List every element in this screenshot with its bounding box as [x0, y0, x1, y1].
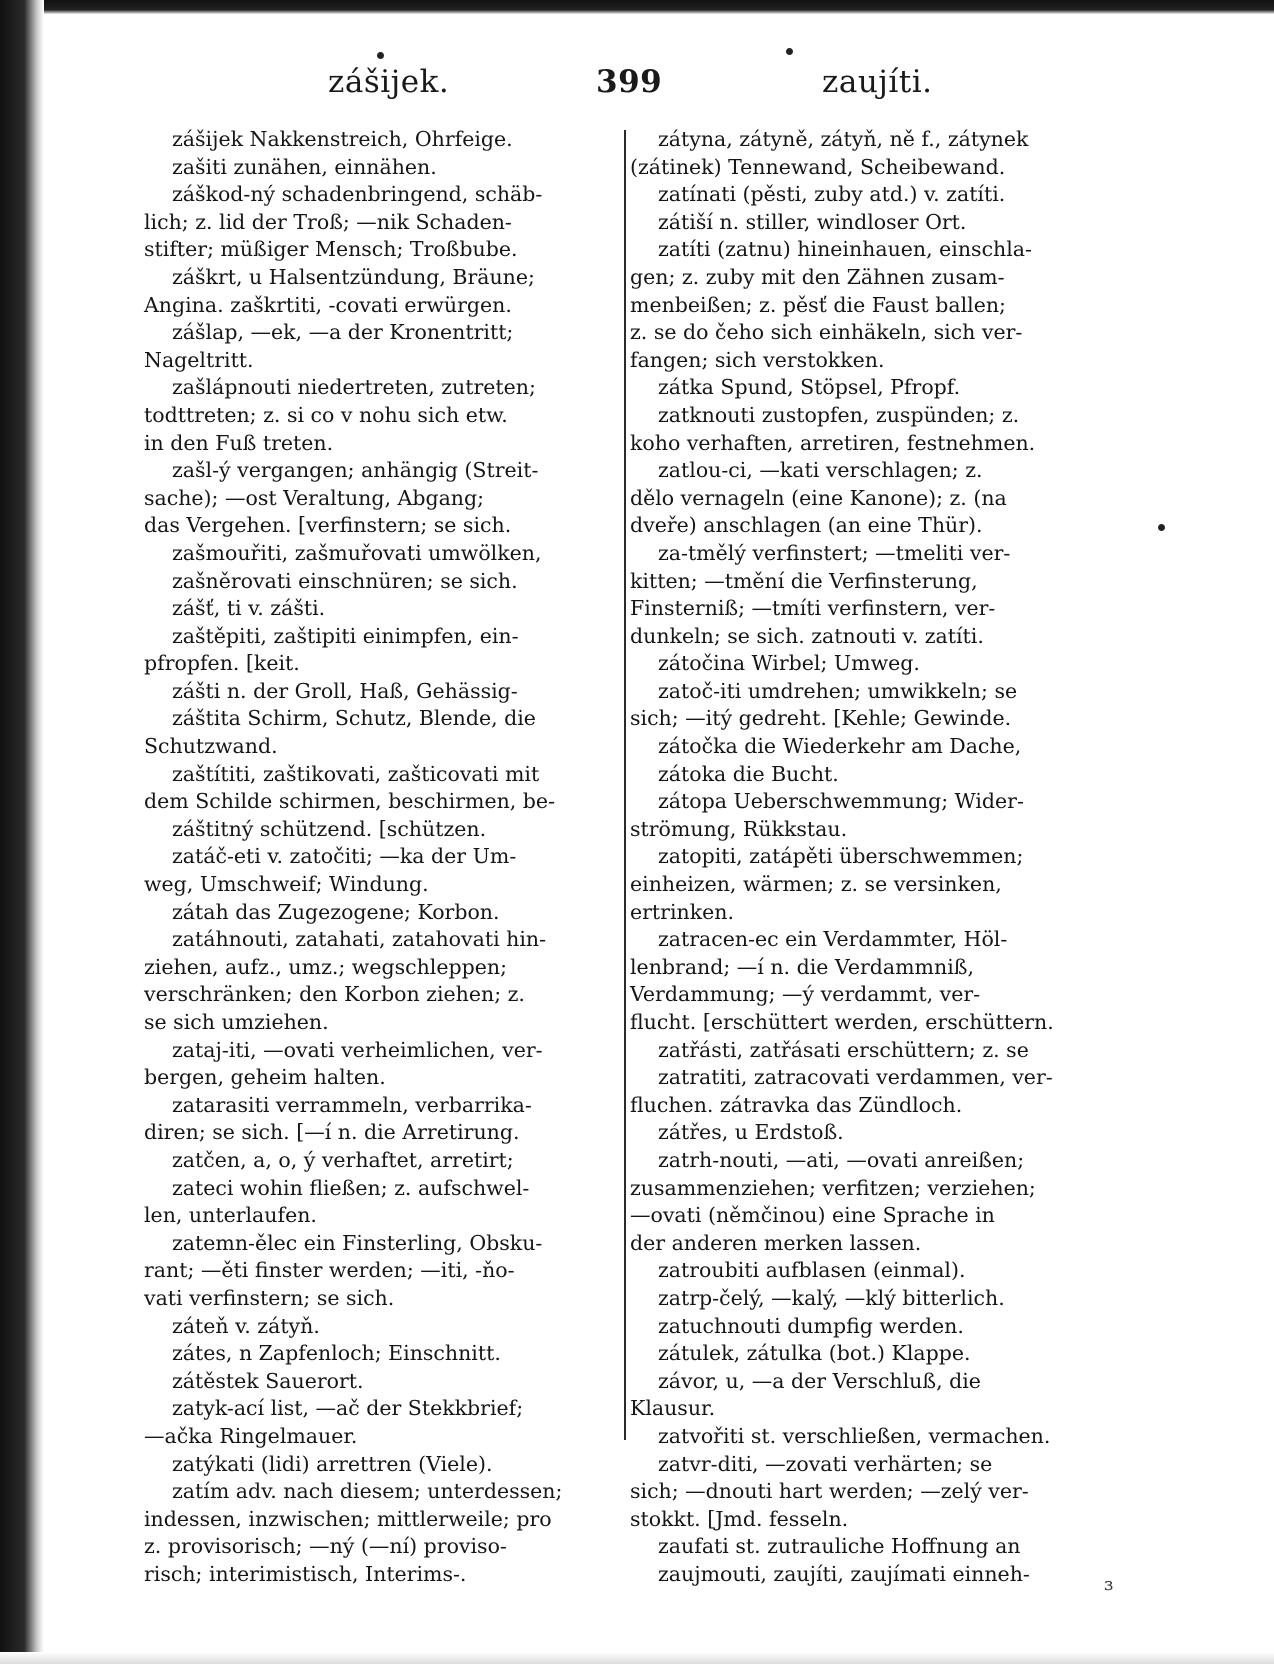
entry-line: todttreten; z. si co v nohu sich etw. — [144, 402, 508, 427]
entry-line: koho verhaften, arretiren, festnehmen. — [630, 430, 1036, 455]
left-column — [144, 126, 622, 1586]
entry-line: záteň v. zátyň. — [172, 1313, 320, 1338]
entry-line: zusammenziehen; verfitzen; verziehen; — [630, 1175, 1036, 1200]
entry-line: zatoč-iti umdrehen; umwikkeln; se — [658, 678, 1018, 703]
entry-line: das Vergehen. [verfinstern; se sich. — [144, 513, 512, 538]
entry-line: Angina. zaškrtiti, -covati erwürgen. — [144, 292, 512, 317]
entry-line: zátyna, zátyně, zátyň, ně f., zátynek — [658, 127, 1029, 151]
entry-line: sache); —ost Veraltung, Abgang; — [144, 485, 485, 510]
entry-line: zášlap, —ek, —a der Kronentritt; — [172, 320, 514, 345]
entry-line: zátes, n Zapfenloch; Einschnitt. — [172, 1341, 501, 1366]
scan-top-edge — [0, 0, 1274, 14]
entry-line: einheizen, wärmen; z. se versinken, — [630, 872, 1002, 897]
entry-line: zatuchnouti dumpfig werden. — [658, 1313, 964, 1338]
header-left-guide-word: zášijek. — [328, 64, 450, 100]
entry-line: zatknouti zustopfen, zuspünden; z. — [658, 402, 1020, 427]
entry-line: dem Schilde schirmen, beschirmen, be- — [144, 789, 555, 814]
entry-line: zašiti zunähen, einnähen. — [172, 154, 437, 179]
entry-line: zašl-ý vergangen; anhängig (Streit- — [172, 458, 539, 483]
entry-line: dělo vernageln (eine Kanone); z. (na — [630, 485, 1007, 510]
entry-line: strömung, Rükkstau. — [630, 816, 848, 841]
entry-line: zatrh-nouti, —ati, —ovati anreißen; — [658, 1147, 1025, 1172]
entry-line: zaštítiti, zaštikovati, zašticovati mit — [172, 761, 540, 786]
entry-line: diren; se sich. [—í n. die Arretirung. — [144, 1120, 520, 1145]
entry-line: Nageltritt. — [144, 347, 254, 372]
entry-line: zátočka die Wiederkehr am Dache, — [658, 734, 1022, 759]
right-column — [630, 126, 1098, 1586]
entry-line: zatýkati (lidi) arrettren (Viele). — [172, 1451, 493, 1476]
entry-line: se sich umziehen. — [144, 1010, 329, 1034]
entry-line: závor, u, —a der Verschluß, die — [658, 1368, 981, 1393]
entry-line: zašněrovati einschnüren; se sich. — [172, 568, 518, 593]
entry-line: —ovati (němčinou) eine Sprache in — [630, 1203, 995, 1228]
entry-line: risch; interimistisch, Interims-. — [144, 1561, 467, 1586]
entry-line: záškod-ný schadenbringend, schäb- — [172, 182, 543, 207]
entry-line: stifter; müßiger Mensch; Troßbube. — [144, 237, 518, 262]
entry-line: z. se do čeho sich einhäkeln, sich ver- — [630, 320, 1023, 345]
entry-line: zátěstek Sauerort. — [172, 1368, 364, 1393]
entry-line: sich; —itý gedreht. [Kehle; Gewinde. — [630, 706, 1012, 731]
entry-line: zaštěpiti, zaštipiti einimpfen, ein- — [172, 623, 519, 648]
entry-line: zatíti (zatnu) hineinhauen, einschla- — [658, 237, 1032, 262]
entry-line: vati verfinstern; se sich. — [144, 1285, 395, 1310]
scan-bottom-edge — [0, 1652, 1274, 1664]
entry-line: fangen; sich verstokken. — [630, 347, 885, 372]
entry-line: zátřes, u Erdstoß. — [658, 1120, 844, 1145]
entry-line: zatáhnouti, zatahati, zatahovati hin- — [172, 927, 547, 952]
entry-line: z. provisorisch; —ný (—ní) proviso- — [144, 1534, 507, 1559]
column-divider — [624, 130, 626, 1440]
entry-line: Finsterniß; —tmíti verfinstern, ver- — [630, 596, 996, 621]
entry-line: Schutzwand. — [144, 734, 278, 759]
entry-line: —ačka Ringelmauer. — [144, 1423, 358, 1448]
entry-line: zatemn-ělec ein Finsterling, Obsku- — [172, 1230, 543, 1255]
page-header — [150, 64, 1200, 124]
entry-line: dunkeln; se sich. zatnouti v. zatíti. — [630, 623, 984, 648]
entry-line: záštita Schirm, Schutz, Blende, die — [172, 706, 536, 731]
entry-line: zatyk-ací list, —ač der Stekkbrief; — [172, 1396, 524, 1421]
entry-line: zašlápnouti niedertreten, zutreten; — [172, 375, 536, 400]
entry-line: flucht. [erschüttert werden, erschüttern. — [630, 1010, 1054, 1034]
entry-line: pfropfen. [keit. — [144, 651, 300, 676]
entry-line: zatčen, a, o, ý verhaftet, arretirt; — [172, 1147, 514, 1172]
entry-line: bergen, geheim halten. — [144, 1065, 386, 1090]
entry-line: (zátinek) Tennewand, Scheibewand. — [630, 154, 1006, 179]
entry-line: in den Fuß treten. — [144, 430, 334, 455]
entry-line: zatracen-ec ein Verdammter, Höl- — [658, 927, 1008, 952]
entry-line: zátka Spund, Stöpsel, Pfropf. — [658, 375, 961, 400]
header-right-guide-word: zaujíti. — [822, 64, 933, 100]
entry-line: zatvr-diti, —zovati verhärten; se — [658, 1451, 993, 1476]
entry-line: zatvořiti st. verschließen, vermachen. — [658, 1423, 1051, 1448]
entry-line: zášti n. der Groll, Haß, Gehässig- — [172, 678, 518, 703]
entry-line: zateci wohin fließen; z. aufschwel- — [172, 1175, 530, 1200]
entry-line: verschränken; den Korbon ziehen; z. — [144, 982, 525, 1007]
entry-line: zatím adv. nach diesem; unterdessen; — [172, 1479, 563, 1504]
entry-line: Verdammung; —ý verdammt, ver- — [630, 982, 981, 1007]
entry-line: der anderen merken lassen. — [630, 1230, 922, 1255]
entry-line: záštitný schützend. [schützen. — [172, 816, 487, 841]
entry-line: zátah das Zugezogene; Korbon. — [172, 899, 500, 924]
entry-line: weg, Umschweif; Windung. — [144, 872, 429, 897]
entry-line: zatopiti, zatápěti überschwemmen; — [658, 844, 1024, 869]
entry-line: lich; z. lid der Troß; —nik Schaden- — [144, 209, 512, 234]
entry-line: zatínati (pěsti, zuby atd.) v. zatíti. — [658, 182, 1006, 207]
entry-line: záškrt, u Halsentzündung, Bräune; — [172, 264, 535, 289]
entry-line: gen; z. zuby mit den Zähnen zusam- — [630, 264, 1005, 289]
entry-line: zaujmouti, zaujíti, zaujímati einneh- — [658, 1561, 1030, 1586]
entry-line: zátočina Wirbel; Umweg. — [658, 651, 920, 676]
entry-line: zatroubiti aufblasen (einmal). — [658, 1258, 966, 1283]
entry-line: lenbrand; —í n. die Verdammniß, — [630, 954, 974, 979]
ink-dot — [1158, 524, 1165, 531]
entry-line: zášť, ti v. zášti. — [172, 596, 326, 621]
entry-line: fluchen. zátravka das Zündloch. — [630, 1092, 963, 1117]
ink-dot — [377, 52, 384, 59]
entry-line: zatřásti, zatřásati erschüttern; z. se — [658, 1037, 1029, 1062]
page-number: 399 — [596, 64, 663, 100]
entry-line: zátopa Ueberschwemmung; Wider- — [658, 789, 1024, 814]
entry-line: zášijek Nakkenstreich, Ohrfeige. — [172, 127, 513, 151]
entry-line: zatarasiti verrammeln, verbarrika- — [172, 1092, 532, 1117]
entry-line: zátoka die Bucht. — [658, 761, 839, 786]
entry-line: zatrp-čelý, —kalý, —klý bitterlich. — [658, 1285, 1005, 1310]
scan-left-edge — [0, 0, 44, 1664]
entry-line: zatratiti, zatracovati verdammen, ver- — [658, 1065, 1053, 1090]
entry-line: ziehen, aufz., umz.; wegschleppen; — [144, 954, 507, 979]
entry-line: zatlou-ci, —kati verschlagen; z. — [658, 458, 983, 483]
entry-line: Klausur. — [630, 1396, 716, 1421]
entry-line: zataj-iti, —ovati verheimlichen, ver- — [172, 1037, 543, 1062]
entry-line: zátiší n. stiller, windloser Ort. — [658, 209, 967, 234]
entry-line: stokkt. [Jmd. fesseln. — [630, 1506, 849, 1531]
footer-mark: ɜ — [1104, 1574, 1114, 1595]
entry-line: sich; —dnouti hart werden; —zelý ver- — [630, 1479, 1029, 1504]
entry-line: ertrinken. — [630, 899, 735, 924]
entry-line: zaufati st. zutrauliche Hoffnung an — [658, 1534, 1021, 1559]
entry-line: menbeißen; z. pěsť die Faust ballen; — [630, 292, 1006, 317]
entry-line: indessen, inzwischen; mittlerweile; pro — [144, 1506, 552, 1531]
ink-dot — [786, 48, 793, 55]
entry-line: zatáč-eti v. zatočiti; —ka der Um- — [172, 844, 517, 869]
entry-line: dveře) anschlagen (an eine Thür). — [630, 513, 983, 538]
entry-line: kitten; —tmění die Verfinsterung, — [630, 568, 978, 593]
entry-line: zátulek, zátulka (bot.) Klappe. — [658, 1341, 971, 1366]
entry-line: rant; —ěti finster werden; —iti, -ňo- — [144, 1258, 515, 1283]
entry-line: zašmouřiti, zašmuřovati umwölken, — [172, 540, 542, 565]
entry-line: za-tmělý verfinstert; —tmeliti ver- — [658, 540, 1011, 565]
entry-line: len, unterlaufen. — [144, 1203, 317, 1228]
